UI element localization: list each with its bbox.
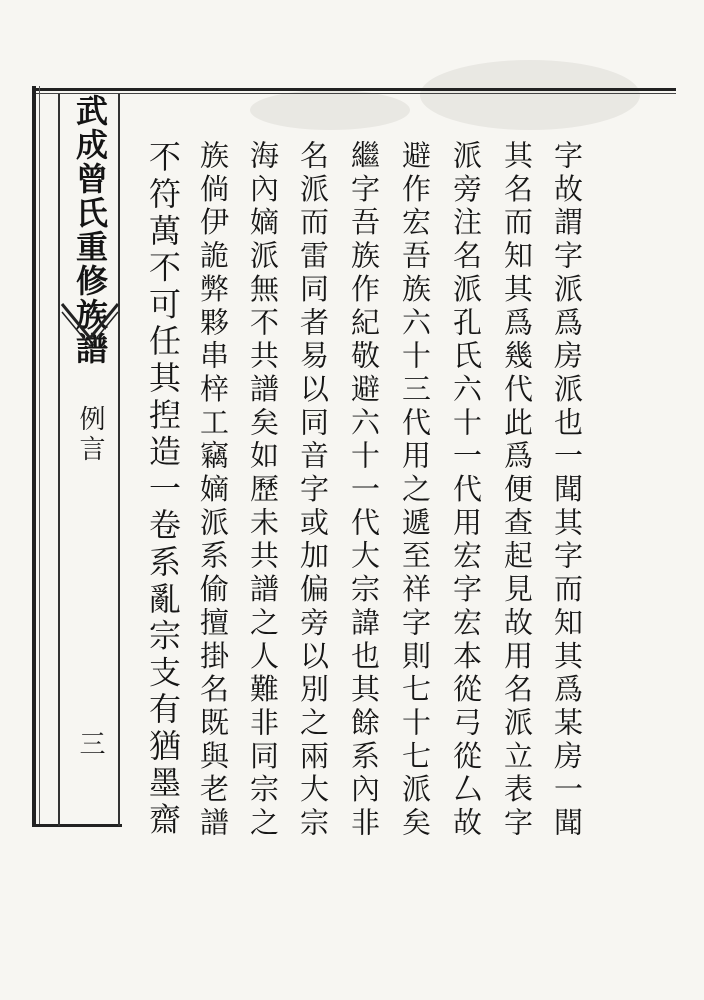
paper-stain (250, 90, 410, 130)
text-column-2: 其名而知其爲幾代此爲便查起見故用名派立表字 (500, 140, 534, 841)
frame-left-rule-inner (39, 86, 40, 826)
text-column-4: 避作宏吾族六十三代用之遞至祥字則七十七派矣 (398, 140, 432, 841)
text-column-8: 族倘伊詭弊夥串梓工竊嫡派系偷擅掛名既與老譜 (196, 140, 230, 841)
section-label: 例言 (75, 405, 105, 465)
text-column-9: 不符萬不可任其揑造一卷系亂宗支有猶墨齋 (144, 140, 182, 840)
frame-top-rule-inner (32, 93, 676, 94)
text-column-3: 派旁注名派孔氏六十一代用宏字宏本從弓從厶故 (449, 140, 483, 841)
paper-stain (420, 60, 640, 130)
text-column-6: 名派而雷同者易以同音字或加偏旁以別之兩大宗 (296, 140, 330, 841)
frame-left-rule (32, 86, 36, 826)
frame-top-rule (32, 88, 676, 91)
text-column-7: 海內嫡派無不共譜矣如歷未共譜之人難非同宗之 (246, 140, 280, 841)
page-number: 三 (75, 730, 105, 756)
frame-bottom-rule (32, 824, 122, 827)
fishtail-mark-icon (60, 300, 120, 360)
center-column-rule-left (58, 94, 60, 826)
text-column-1: 字故謂字派爲房派也一聞其字而知其爲某房一聞 (550, 140, 584, 841)
book-title: 武成曾氏重修族譜 (71, 94, 109, 366)
text-column-5: 繼字吾族作紀敬避六十一代大宗諱也其餘系內非 (347, 140, 381, 841)
main-text (140, 140, 590, 860)
center-column-rule-right (118, 94, 120, 826)
